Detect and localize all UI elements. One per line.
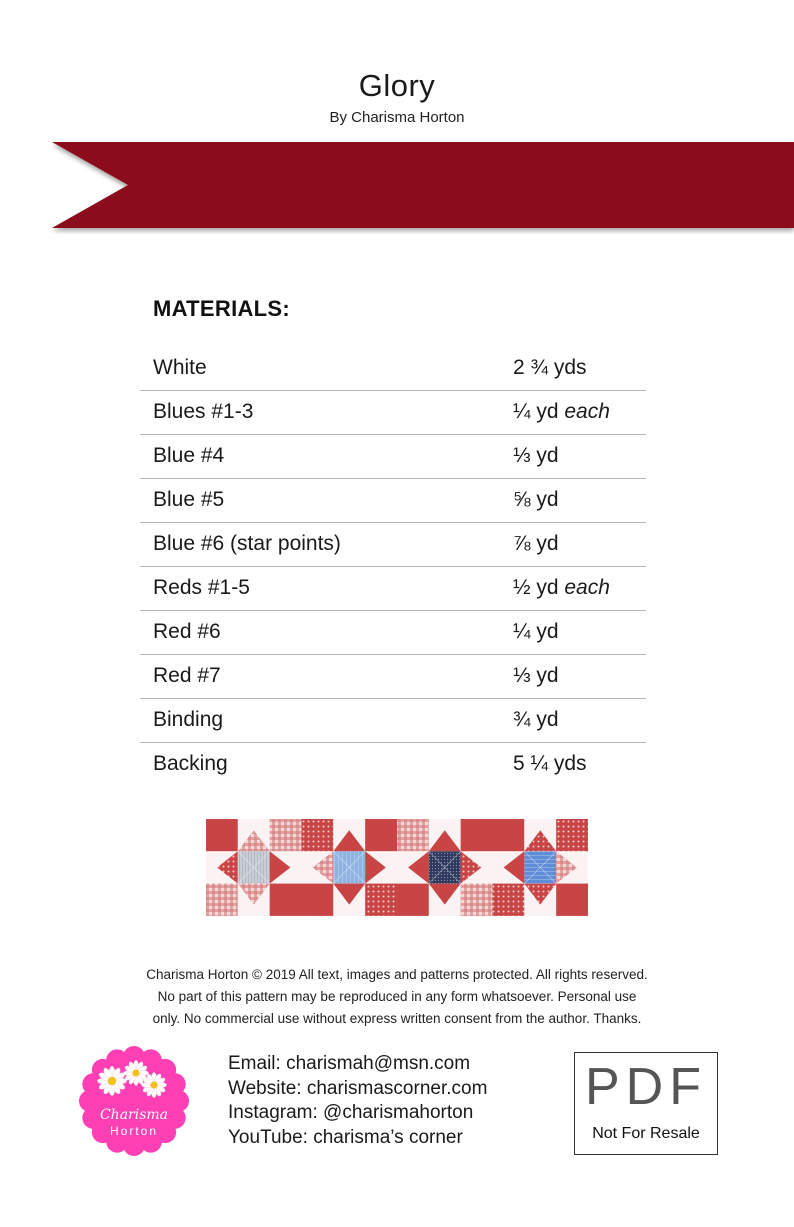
material-quantity-value: ¼ yd bbox=[513, 620, 559, 643]
contact-website[interactable]: Website: charismascorner.com bbox=[228, 1077, 488, 1099]
logo-text-line-1: Charisma bbox=[99, 1107, 169, 1123]
pattern-title: Glory bbox=[358, 68, 436, 103]
material-quantity bbox=[513, 620, 559, 644]
material-name: Blues #1-3 bbox=[153, 400, 254, 423]
copyright-line-3: only. No commercial use without express written consent from the author. Thanks. bbox=[152, 1011, 642, 1026]
material-quantity-value: ⅓ yd bbox=[513, 664, 559, 687]
materials-row bbox=[140, 699, 646, 743]
material-quantity-value: 2 ¾ yds bbox=[513, 356, 587, 379]
red-banner bbox=[52, 140, 794, 234]
materials-row bbox=[140, 347, 646, 391]
material-quantity bbox=[513, 356, 587, 380]
material-quantity-value: ⅓ yd bbox=[513, 444, 559, 467]
material-name: Reds #1-5 bbox=[153, 576, 250, 599]
material-quantity bbox=[513, 444, 559, 468]
material-each-label: each bbox=[564, 576, 610, 599]
contact-instagram[interactable]: Instagram: @charismahorton bbox=[228, 1102, 474, 1123]
material-quantity-value: ¾ yd bbox=[513, 708, 559, 731]
material-quantity-value: 5 ¼ yds bbox=[513, 752, 587, 775]
material-quantity-value: ⅝ yd bbox=[513, 488, 559, 511]
material-quantity bbox=[513, 488, 559, 512]
material-name: White bbox=[153, 356, 207, 379]
pdf-not-for-resale-badge bbox=[574, 1052, 718, 1155]
logo-text-line-2: Horton bbox=[109, 1124, 159, 1138]
material-quantity bbox=[513, 576, 610, 600]
materials-table bbox=[140, 347, 646, 786]
materials-row bbox=[140, 611, 646, 655]
material-name: Red #7 bbox=[153, 664, 221, 687]
materials-row bbox=[140, 479, 646, 523]
materials-heading: MATERIALS: bbox=[153, 296, 291, 321]
copyright-line-2: No part of this pattern may be reproduced in any form whatsoever. Personal use bbox=[157, 989, 637, 1004]
material-quantity bbox=[513, 708, 559, 732]
pattern-author: By Charisma Horton bbox=[329, 109, 465, 126]
material-each-label: each bbox=[564, 400, 610, 423]
material-name: Red #6 bbox=[153, 620, 221, 643]
materials-row bbox=[140, 655, 646, 699]
material-quantity bbox=[513, 400, 610, 424]
material-name: Blue #4 bbox=[153, 444, 225, 467]
materials-row bbox=[140, 391, 646, 435]
not-for-resale-label: Not For Resale bbox=[592, 1125, 700, 1142]
pdf-label: PDF bbox=[585, 1058, 707, 1116]
material-name: Binding bbox=[153, 708, 224, 731]
material-quantity-value: ¼ yd bbox=[513, 400, 559, 423]
contact-info bbox=[228, 1052, 487, 1150]
materials-row bbox=[140, 743, 646, 786]
quilt-preview-image bbox=[206, 819, 588, 916]
material-name: Blue #6 (star points) bbox=[153, 532, 341, 555]
copyright-notice bbox=[100, 964, 694, 1030]
material-name: Blue #5 bbox=[153, 488, 225, 511]
material-quantity bbox=[513, 752, 587, 776]
contact-youtube[interactable]: YouTube: charisma’s corner bbox=[228, 1126, 463, 1148]
materials-row bbox=[140, 567, 646, 611]
contact-email[interactable]: Email: charismah@msn.com bbox=[228, 1053, 471, 1074]
material-quantity bbox=[513, 664, 559, 688]
material-quantity-value: ⅞ yd bbox=[513, 532, 559, 555]
materials-row bbox=[140, 435, 646, 479]
material-name: Backing bbox=[153, 752, 228, 775]
material-quantity bbox=[513, 532, 559, 556]
materials-row bbox=[140, 523, 646, 567]
material-quantity-value: ½ yd bbox=[513, 576, 559, 599]
charisma-horton-logo bbox=[78, 1045, 190, 1157]
copyright-line-1: Charisma Horton © 2019 All text, images and patterns protected. All rights reserved. bbox=[146, 967, 648, 982]
